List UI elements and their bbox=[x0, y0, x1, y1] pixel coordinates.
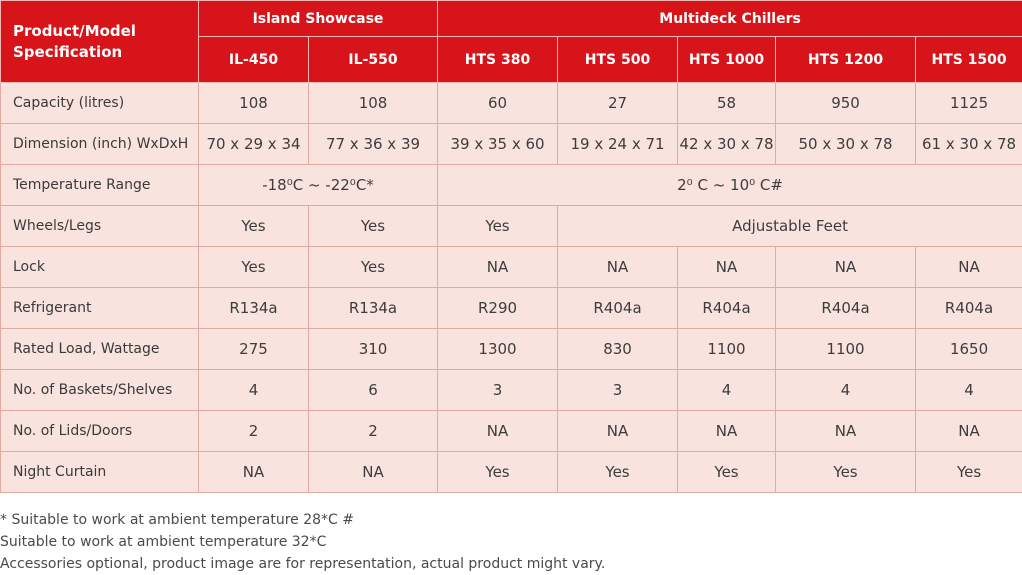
table-cell: NA bbox=[309, 452, 438, 493]
table-row-lock bbox=[1, 247, 1022, 288]
table-cell: Yes bbox=[199, 247, 309, 288]
table-cell: Yes bbox=[558, 452, 678, 493]
row-label: Lock bbox=[1, 247, 199, 288]
table-cell: 310 bbox=[309, 329, 438, 370]
table-cell: NA bbox=[438, 411, 558, 452]
table-cell: 19 x 24 x 71 bbox=[558, 124, 678, 165]
table-cell: 4 bbox=[678, 370, 776, 411]
group-header-island-showcase: Island Showcase bbox=[199, 1, 438, 37]
row-label: Dimension (inch) WxDxH bbox=[1, 124, 199, 165]
table-cell-multideck-temperature: 2⁰ C ~ 10⁰ C# bbox=[438, 165, 1022, 206]
table-cell: 70 x 29 x 34 bbox=[199, 124, 309, 165]
table-cell: 275 bbox=[199, 329, 309, 370]
table-row-refrigerant bbox=[1, 288, 1022, 329]
table-cell: NA bbox=[776, 411, 916, 452]
table-row-lids bbox=[1, 411, 1022, 452]
row-label: No. of Lids/Doors bbox=[1, 411, 199, 452]
model-header: HTS 1000 bbox=[678, 37, 776, 83]
table-cell: 2 bbox=[309, 411, 438, 452]
corner-header: Product/Model Specification bbox=[1, 1, 199, 83]
table-cell: 108 bbox=[309, 83, 438, 124]
table-cell: Yes bbox=[199, 206, 309, 247]
table-cell: R134a bbox=[199, 288, 309, 329]
footnote-accessories: Accessories optional, product image are for representation, actual product might vary. bbox=[0, 556, 606, 572]
table-cell: NA bbox=[776, 247, 916, 288]
table-cell: R404a bbox=[916, 288, 1022, 329]
model-header: HTS 500 bbox=[558, 37, 678, 83]
table-cell: 1300 bbox=[438, 329, 558, 370]
table-cell: 1100 bbox=[678, 329, 776, 370]
row-label: Rated Load, Wattage bbox=[1, 329, 199, 370]
table-cell: 1650 bbox=[916, 329, 1022, 370]
table-cell: NA bbox=[558, 411, 678, 452]
table-cell: 39 x 35 x 60 bbox=[438, 124, 558, 165]
table-cell: R134a bbox=[309, 288, 438, 329]
model-header: HTS 1500 bbox=[916, 37, 1022, 83]
table-cell: Yes bbox=[438, 206, 558, 247]
table-cell: NA bbox=[438, 247, 558, 288]
row-label: Wheels/Legs bbox=[1, 206, 199, 247]
table-cell: R404a bbox=[678, 288, 776, 329]
table-cell: 1100 bbox=[776, 329, 916, 370]
table-cell: 42 x 30 x 78 bbox=[678, 124, 776, 165]
table-cell-island-temperature: -18⁰C ~ -22⁰C* bbox=[199, 165, 438, 206]
row-label: No. of Baskets/Shelves bbox=[1, 370, 199, 411]
table-cell: 830 bbox=[558, 329, 678, 370]
group-header-multideck-chillers: Multideck Chillers bbox=[438, 1, 1022, 37]
table-cell: R404a bbox=[558, 288, 678, 329]
table-cell: Yes bbox=[309, 206, 438, 247]
table-cell: NA bbox=[678, 411, 776, 452]
model-header: IL-550 bbox=[309, 37, 438, 83]
table-cell: 1125 bbox=[916, 83, 1022, 124]
table-cell: 4 bbox=[916, 370, 1022, 411]
table-row-capacity bbox=[1, 83, 1022, 124]
table-cell: R290 bbox=[438, 288, 558, 329]
table-cell: NA bbox=[558, 247, 678, 288]
table-cell: NA bbox=[916, 247, 1022, 288]
table-cell: 3 bbox=[558, 370, 678, 411]
model-header: HTS 1200 bbox=[776, 37, 916, 83]
footnotes bbox=[0, 509, 1022, 575]
table-cell: 50 x 30 x 78 bbox=[776, 124, 916, 165]
table-cell: 3 bbox=[438, 370, 558, 411]
table-cell: R404a bbox=[776, 288, 916, 329]
table-cell: 108 bbox=[199, 83, 309, 124]
table-cell: 2 bbox=[199, 411, 309, 452]
table-cell: Yes bbox=[309, 247, 438, 288]
table-cell: NA bbox=[199, 452, 309, 493]
footnote-ambient-32: Suitable to work at ambient temperature 32*C bbox=[0, 534, 327, 550]
table-cell: 77 x 36 x 39 bbox=[309, 124, 438, 165]
table-row-rated-load bbox=[1, 329, 1022, 370]
table-cell-adjustable-feet: Adjustable Feet bbox=[558, 206, 1022, 247]
table-cell: 60 bbox=[438, 83, 558, 124]
model-header: HTS 380 bbox=[438, 37, 558, 83]
table-cell: Yes bbox=[438, 452, 558, 493]
row-label: Temperature Range bbox=[1, 165, 199, 206]
footnote-ambient-28: * Suitable to work at ambient temperature 28*C # bbox=[0, 512, 354, 528]
table-cell: 6 bbox=[309, 370, 438, 411]
row-label: Capacity (litres) bbox=[1, 83, 199, 124]
table-cell: 58 bbox=[678, 83, 776, 124]
table-cell: 4 bbox=[199, 370, 309, 411]
table-cell: 61 x 30 x 78 bbox=[916, 124, 1022, 165]
table-row-dimension bbox=[1, 124, 1022, 165]
table-cell: Yes bbox=[776, 452, 916, 493]
model-header: IL-450 bbox=[199, 37, 309, 83]
table-cell: 4 bbox=[776, 370, 916, 411]
table-row-temperature bbox=[1, 165, 1022, 206]
table-cell: NA bbox=[916, 411, 1022, 452]
table-row-night-curtain bbox=[1, 452, 1022, 493]
table-cell: Yes bbox=[916, 452, 1022, 493]
table-cell: Yes bbox=[678, 452, 776, 493]
table-cell: 950 bbox=[776, 83, 916, 124]
table-row-wheels bbox=[1, 206, 1022, 247]
table-row-baskets bbox=[1, 370, 1022, 411]
row-label: Refrigerant bbox=[1, 288, 199, 329]
table-cell: 27 bbox=[558, 83, 678, 124]
table-cell: NA bbox=[678, 247, 776, 288]
row-label: Night Curtain bbox=[1, 452, 199, 493]
